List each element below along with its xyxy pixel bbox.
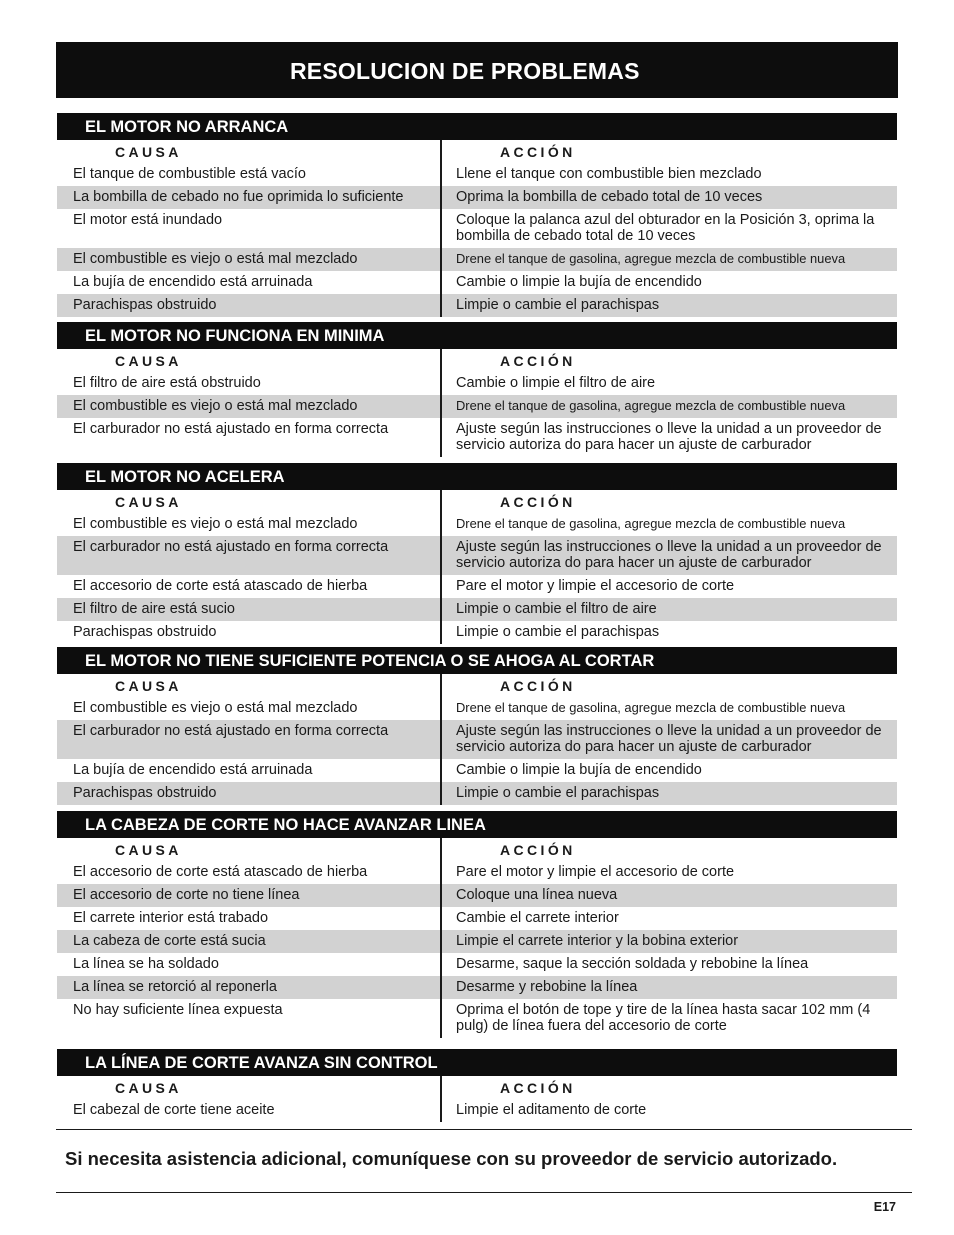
- cause-cell: El tanque de combustible está vacío: [73, 166, 306, 182]
- cause-cell: Parachispas obstruido: [73, 624, 217, 640]
- cause-cell: El carburador no está ajustado en forma correcta: [73, 539, 389, 555]
- cause-cell: El filtro de aire está obstruido: [73, 375, 261, 391]
- table-row: [57, 536, 897, 575]
- column-headers: [57, 838, 897, 861]
- cause-cell: El carburador no está ajustado en forma correcta: [73, 723, 389, 739]
- section-heading: EL MOTOR NO ARRANCA: [57, 113, 897, 140]
- action-cell: Limpie o cambie el parachispas: [456, 624, 660, 640]
- section-heading: LA LÍNEA DE CORTE AVANZA SIN CONTROL: [57, 1049, 897, 1076]
- action-column-header: ACCIÓN: [500, 842, 576, 858]
- cause-cell: La cabeza de corte está sucia: [73, 933, 266, 949]
- table-row: [57, 418, 897, 457]
- action-column-header: ACCIÓN: [500, 678, 576, 694]
- action-cell: Oprima el botón de tope y tire de la línea hasta sacar 102 mm (4 pulg) de línea fuera del accesorio de corte: [456, 1002, 871, 1034]
- section: [57, 1049, 897, 1122]
- action-cell: Ajuste según las instrucciones o lleve la unidad a un proveedor de servicio autoriza do para hacer un ajuste de carburador: [456, 421, 882, 453]
- section: [57, 647, 897, 805]
- assistance-note: Si necesita asistencia adicional, comuníquese con su proveedor de servicio autorizado.: [65, 1148, 838, 1169]
- action-cell: Drene el tanque de gasolina, agregue mezcla de combustible nueva: [456, 251, 846, 266]
- cause-column-header: CAUSA: [115, 1080, 182, 1096]
- section: [57, 113, 897, 317]
- action-cell: Limpie el carrete interior y la bobina exterior: [456, 933, 739, 949]
- section: [57, 463, 897, 644]
- column-divider: [440, 838, 442, 1038]
- cause-cell: No hay suficiente línea expuesta: [73, 1002, 283, 1018]
- cause-column-header: CAUSA: [115, 494, 182, 510]
- action-cell: Oprima la bombilla de cebado total de 10 veces: [456, 189, 763, 205]
- action-cell: Pare el motor y limpie el accesorio de corte: [456, 864, 735, 880]
- table-row: [57, 1099, 897, 1122]
- cause-cell: La bombilla de cebado no fue oprimida lo suficiente: [73, 189, 404, 205]
- table-row: [57, 782, 897, 805]
- column-headers: [57, 140, 897, 163]
- cause-cell: El cabezal de corte tiene aceite: [73, 1102, 275, 1118]
- column-divider: [440, 490, 442, 644]
- action-column-header: ACCIÓN: [500, 353, 576, 369]
- column-divider: [440, 140, 442, 317]
- section: [57, 322, 897, 457]
- table-row: [57, 598, 897, 621]
- cause-column-header: CAUSA: [115, 353, 182, 369]
- action-column-header: ACCIÓN: [500, 144, 576, 160]
- action-cell: Desarme, saque la sección soldada y rebobine la línea: [456, 956, 809, 972]
- table-row: [57, 294, 897, 317]
- section-heading: EL MOTOR NO ACELERA: [57, 463, 897, 490]
- cause-cell: El carrete interior está trabado: [73, 910, 269, 926]
- cause-cell: El carburador no está ajustado en forma correcta: [73, 421, 389, 437]
- action-cell: Llene el tanque con combustible bien mezclado: [456, 166, 762, 182]
- section-heading: EL MOTOR NO FUNCIONA EN MINIMA: [57, 322, 897, 349]
- table-bottom-divider: [56, 1129, 912, 1130]
- action-cell: Coloque la palanca azul del obturador en la Posición 3, oprima la bombilla de cebado total de 10 veces: [456, 212, 875, 244]
- table-row: [57, 976, 897, 999]
- table-row: [57, 209, 897, 248]
- table-row: [57, 163, 897, 186]
- table-row: [57, 248, 897, 271]
- cause-cell: El accesorio de corte no tiene línea: [73, 887, 300, 903]
- table-row: [57, 271, 897, 294]
- cause-cell: El accesorio de corte está atascado de hierba: [73, 578, 368, 594]
- action-cell: Cambie o limpie la bujía de encendido: [456, 274, 702, 290]
- section-heading: LA CABEZA DE CORTE NO HACE AVANZAR LINEA: [57, 811, 897, 838]
- table-row: [57, 720, 897, 759]
- table-row: [57, 930, 897, 953]
- cause-cell: El filtro de aire está sucio: [73, 601, 235, 617]
- cause-column-header: CAUSA: [115, 678, 182, 694]
- action-cell: Drene el tanque de gasolina, agregue mezcla de combustible nueva: [456, 516, 846, 531]
- table-row: [57, 621, 897, 644]
- action-column-header: ACCIÓN: [500, 1080, 576, 1096]
- column-headers: [57, 349, 897, 372]
- action-cell: Desarme y rebobine la línea: [456, 979, 638, 995]
- cause-cell: El combustible es viejo o está mal mezclado: [73, 251, 358, 267]
- page-title: RESOLUCION DE PROBLEMAS: [56, 42, 898, 98]
- cause-cell: La bujía de encendido está arruinada: [73, 274, 313, 290]
- cause-cell: Parachispas obstruido: [73, 785, 217, 801]
- action-cell: Limpie o cambie el parachispas: [456, 297, 660, 313]
- column-headers: [57, 674, 897, 697]
- cause-cell: El combustible es viejo o está mal mezclado: [73, 516, 358, 532]
- action-cell: Limpie o cambie el filtro de aire: [456, 601, 657, 617]
- table-row: [57, 907, 897, 930]
- table-row: [57, 575, 897, 598]
- action-cell: Limpie el aditamento de corte: [456, 1102, 647, 1118]
- footer-divider: [56, 1192, 912, 1193]
- action-cell: Pare el motor y limpie el accesorio de corte: [456, 578, 735, 594]
- action-cell: Cambie o limpie la bujía de encendido: [456, 762, 702, 778]
- action-column-header: ACCIÓN: [500, 494, 576, 510]
- table-row: [57, 372, 897, 395]
- action-cell: Limpie o cambie el parachispas: [456, 785, 660, 801]
- action-cell: Cambie o limpie el filtro de aire: [456, 375, 656, 391]
- cause-cell: El combustible es viejo o está mal mezclado: [73, 398, 358, 414]
- cause-column-header: CAUSA: [115, 144, 182, 160]
- table-row: [57, 953, 897, 976]
- table-row: [57, 861, 897, 884]
- action-cell: Drene el tanque de gasolina, agregue mezcla de combustible nueva: [456, 398, 846, 413]
- table-row: [57, 186, 897, 209]
- cause-cell: El motor está inundado: [73, 212, 223, 228]
- page-number: E17: [873, 1200, 896, 1214]
- table-row: [57, 513, 897, 536]
- table-row: [57, 395, 897, 418]
- action-cell: Cambie el carrete interior: [456, 910, 619, 926]
- table-row: [57, 759, 897, 782]
- column-divider: [440, 349, 442, 457]
- column-headers: [57, 1076, 897, 1099]
- cause-cell: La bujía de encendido está arruinada: [73, 762, 313, 778]
- table-row: [57, 884, 897, 907]
- action-cell: Coloque una línea nueva: [456, 887, 618, 903]
- cause-cell: Parachispas obstruido: [73, 297, 217, 313]
- section: [57, 811, 897, 1038]
- cause-cell: La línea se ha soldado: [73, 956, 219, 972]
- cause-cell: El accesorio de corte está atascado de hierba: [73, 864, 368, 880]
- action-cell: Ajuste según las instrucciones o lleve la unidad a un proveedor de servicio autoriza do para hacer un ajuste de carburador: [456, 723, 882, 755]
- table-row: [57, 999, 897, 1038]
- column-divider: [440, 1076, 442, 1122]
- cause-column-header: CAUSA: [115, 842, 182, 858]
- action-cell: Ajuste según las instrucciones o lleve la unidad a un proveedor de servicio autoriza do para hacer un ajuste de carburador: [456, 539, 882, 571]
- table-row: [57, 697, 897, 720]
- column-headers: [57, 490, 897, 513]
- column-divider: [440, 674, 442, 805]
- cause-cell: El combustible es viejo o está mal mezclado: [73, 700, 358, 716]
- action-cell: Drene el tanque de gasolina, agregue mezcla de combustible nueva: [456, 700, 846, 715]
- cause-cell: La línea se retorció al reponerla: [73, 979, 277, 995]
- section-heading: EL MOTOR NO TIENE SUFICIENTE POTENCIA O SE AHOGA AL CORTAR: [57, 647, 897, 674]
